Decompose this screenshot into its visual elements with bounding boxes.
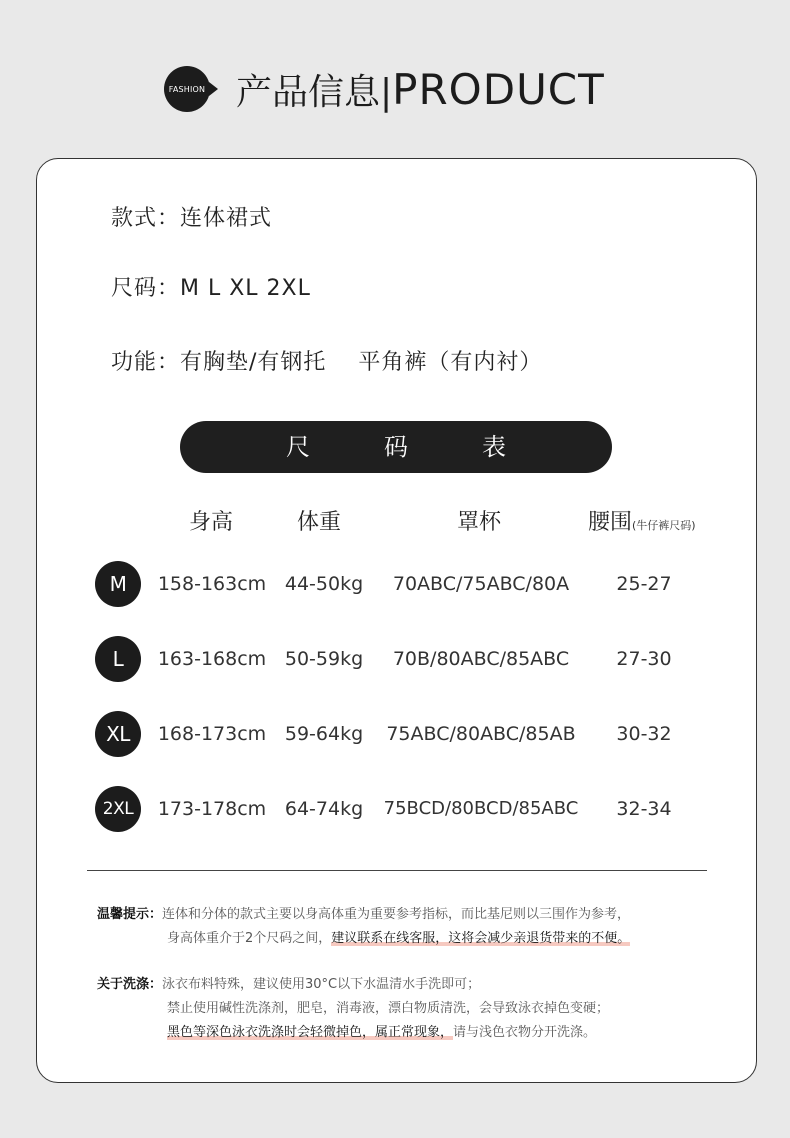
header-waist-note: (牛仔裤尺码)	[632, 519, 696, 532]
waist-cell: 25-27	[616, 573, 672, 595]
size-chart-title-char-3: 表	[482, 433, 506, 461]
cup-cell: 70ABC/75ABC/80A	[392, 573, 570, 595]
size-badge: L	[95, 636, 141, 682]
height-cell: 173-178cm	[157, 798, 267, 820]
size-chart-banner	[180, 421, 612, 473]
height-cell: 168-173cm	[157, 723, 267, 745]
title-separator: |	[380, 72, 393, 113]
tips-label: 温馨提示：	[97, 907, 163, 922]
size-badge: 2XL	[95, 786, 141, 832]
table-row	[37, 784, 758, 834]
washing-line-3-highlight: 黑色等深色泳衣洗涤时会轻微掉色，属正常现象，	[167, 1025, 454, 1040]
header-cup: 罩杯	[457, 510, 502, 535]
play-arrow-icon	[209, 82, 218, 96]
washing-line-1: 泳衣布料特殊，建议使用30°C以下水温清水手洗即可；	[162, 977, 481, 992]
size-chart-title-char-1: 尺	[286, 433, 310, 461]
page-header	[0, 62, 790, 118]
header-waist-label: 腰围	[588, 510, 633, 535]
cup-cell: 75BCD/80BCD/85ABC	[383, 798, 579, 819]
washing-note	[97, 973, 609, 1045]
info-style: 款式：连体裙式	[111, 206, 273, 231]
tips-note	[97, 903, 630, 951]
waist-cell: 32-34	[616, 798, 672, 820]
weight-cell: 64-74kg	[284, 798, 364, 820]
waist-cell: 30-32	[616, 723, 672, 745]
header-height: 身高	[189, 510, 234, 535]
size-chart-title-char-2: 码	[384, 433, 408, 461]
washing-label: 关于洗涤：	[97, 977, 163, 992]
weight-cell: 50-59kg	[284, 648, 364, 670]
size-badge: M	[95, 561, 141, 607]
tips-line-1: 连体和分体的款式主要以身高体重为重要参考指标，而比基尼则以三围作为参考，	[162, 907, 631, 922]
header-weight: 体重	[297, 510, 342, 535]
info-sizes: 尺码：M L XL 2XL	[111, 276, 311, 301]
info-function: 功能：有胸垫/有钢托 平角裤（有内衬）	[111, 350, 543, 375]
product-info-card	[36, 158, 757, 1083]
tips-line-2: 身高体重介于2个尺码之间，	[167, 931, 332, 946]
section-divider	[87, 870, 707, 871]
weight-cell: 44-50kg	[284, 573, 364, 595]
height-cell: 158-163cm	[157, 573, 267, 595]
weight-cell: 59-64kg	[284, 723, 364, 745]
table-row	[37, 634, 758, 684]
title-en: PRODUCT	[392, 65, 605, 114]
size-badge: XL	[95, 711, 141, 757]
washing-line-3: 请与浅色衣物分开洗涤。	[453, 1025, 597, 1040]
fashion-badge: FASHION	[164, 66, 210, 112]
table-row	[37, 709, 758, 759]
height-cell: 163-168cm	[157, 648, 267, 670]
title-cn: 产品信息	[236, 72, 381, 113]
header-waist	[588, 505, 696, 536]
waist-cell: 27-30	[616, 648, 672, 670]
page-title	[236, 62, 605, 118]
cup-cell: 75ABC/80ABC/85AB	[386, 723, 576, 745]
washing-line-2: 禁止使用碱性洗涤剂，肥皂，消毒液，漂白物质清洗，会导致泳衣掉色变硬；	[167, 1001, 610, 1016]
tips-line-2-highlight: 建议联系在线客服，这将会减少亲退货带来的不便。	[331, 931, 631, 946]
table-row	[37, 559, 758, 609]
cup-cell: 70B/80ABC/85ABC	[392, 648, 570, 670]
